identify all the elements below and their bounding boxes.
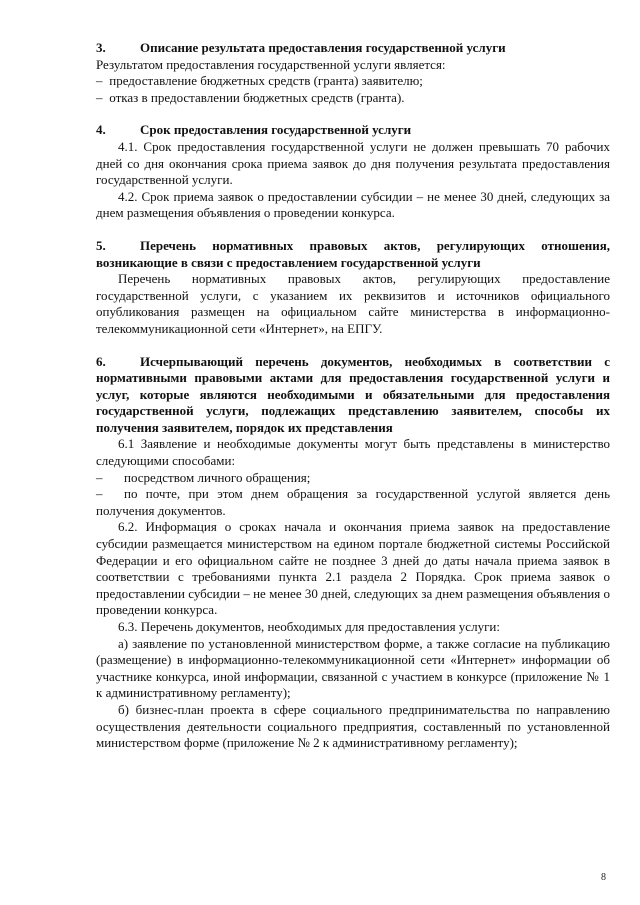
- paragraph-6-3: 6.3. Перечень документов, необходимых для предоставления услуги:: [118, 619, 500, 634]
- paragraph-4-2: 4.2. Срок приема заявок о предоставлении субсидии – не менее 30 дней, следующих за днем размещения объявления о проведении конкурса.: [96, 188, 610, 221]
- dash-marker: –: [96, 73, 103, 89]
- section-5-heading: [96, 238, 610, 271]
- section-5-title: Перечень нормативных правовых актов, регулирующих отношения, возникающие в связи с предоставлением государственной услуги: [96, 237, 610, 270]
- section-3-intro: Результатом предоставления государственной услуги является:: [96, 56, 446, 72]
- section-6-number: 6.: [96, 353, 106, 369]
- section-6-heading: [96, 354, 610, 437]
- section-3-item-2: – отказ в предоставлении бюджетных средств (гранта).: [96, 89, 405, 105]
- spacer: [96, 106, 610, 122]
- paragraph-6-1: 6.1 Заявление и необходимые документы могут быть представлены в министерство следующими способами:: [96, 436, 610, 469]
- dash-marker: –: [96, 469, 103, 485]
- paragraph-4-1: 4.1. Срок предоставления государственной услуги не должен превышать 70 рабочих дней со дня окончания срока приема заявок до дня получения результата предоставления государственной услуги.: [96, 138, 610, 188]
- spacer: [96, 338, 610, 354]
- section-6-title: Исчерпывающий перечень документов, необходимых в соответствии с нормативными правовыми актами для предоставления государственной услуги и услуг, которые являются необходимыми и обязательными для предоставления государственной услуги, подлежащих представлению заявителем, способы их получения заявителем, порядок их представления: [96, 353, 610, 435]
- section-4-title: Срок предоставления государственной услуги: [140, 122, 412, 138]
- section-3-item-1: – предоставление бюджетных средств (гранта) заявителю;: [96, 73, 423, 89]
- section-4-number: 4.: [96, 122, 106, 138]
- document-page: [96, 40, 610, 752]
- section-3-heading: [96, 40, 610, 57]
- document-item-b: б) бизнес-план проекта в сфере социального предпринимательства по направлению осуществления деятельности социального предприятия, составленный по установленной министерством форме (приложение № 2 к административному регламенту);: [96, 701, 610, 751]
- paragraph-6-2: 6.2. Информация о сроках начала и окончания приема заявок на предоставление субсидии размещается министерством на едином портале бюджетной системы Российской Федерации и его официальном сайте не позднее 3 дней до даты начала приема заявок в соответствии с требованиями пункта 2.1 раздела 2 Порядка. Срок приема заявок о предоставлении субсидии – не менее 30 дней, следующих за днем размещения объявления о проведении конкурса.: [96, 519, 610, 618]
- section-5-number: 5.: [96, 237, 106, 253]
- spacer: [96, 222, 610, 238]
- method-item-1: – посредством личного обращения;: [96, 469, 311, 485]
- dash-marker: –: [96, 486, 103, 502]
- section-3-title: Описание результата предоставления государственной услуги: [140, 40, 506, 55]
- section-4-heading: [96, 122, 610, 139]
- section-3-number: 3.: [96, 40, 106, 55]
- method-item-2: – по почте, при этом днем обращения за государственной услугой является день получения документов.: [96, 486, 610, 518]
- paragraph-5: Перечень нормативных правовых актов, регулирующих предоставление государственной услуги, с указанием их реквизитов и источников официального опубликования размещен на официальном сайте министерства в информационно-телекоммуникационной сети «Интернет», на ЕПГУ.: [96, 271, 610, 336]
- page-number: 8: [601, 872, 606, 883]
- document-item-a: а) заявление по установленной министерством форме, а также согласие на публикацию (размещение) в информационно-телекоммуникационной сети «Интернет» информации об участнике конкурса, иной информации, связанной с участием в конкурсе (приложение № 1 к административному регламенту);: [96, 635, 610, 701]
- dash-marker: –: [96, 89, 103, 105]
